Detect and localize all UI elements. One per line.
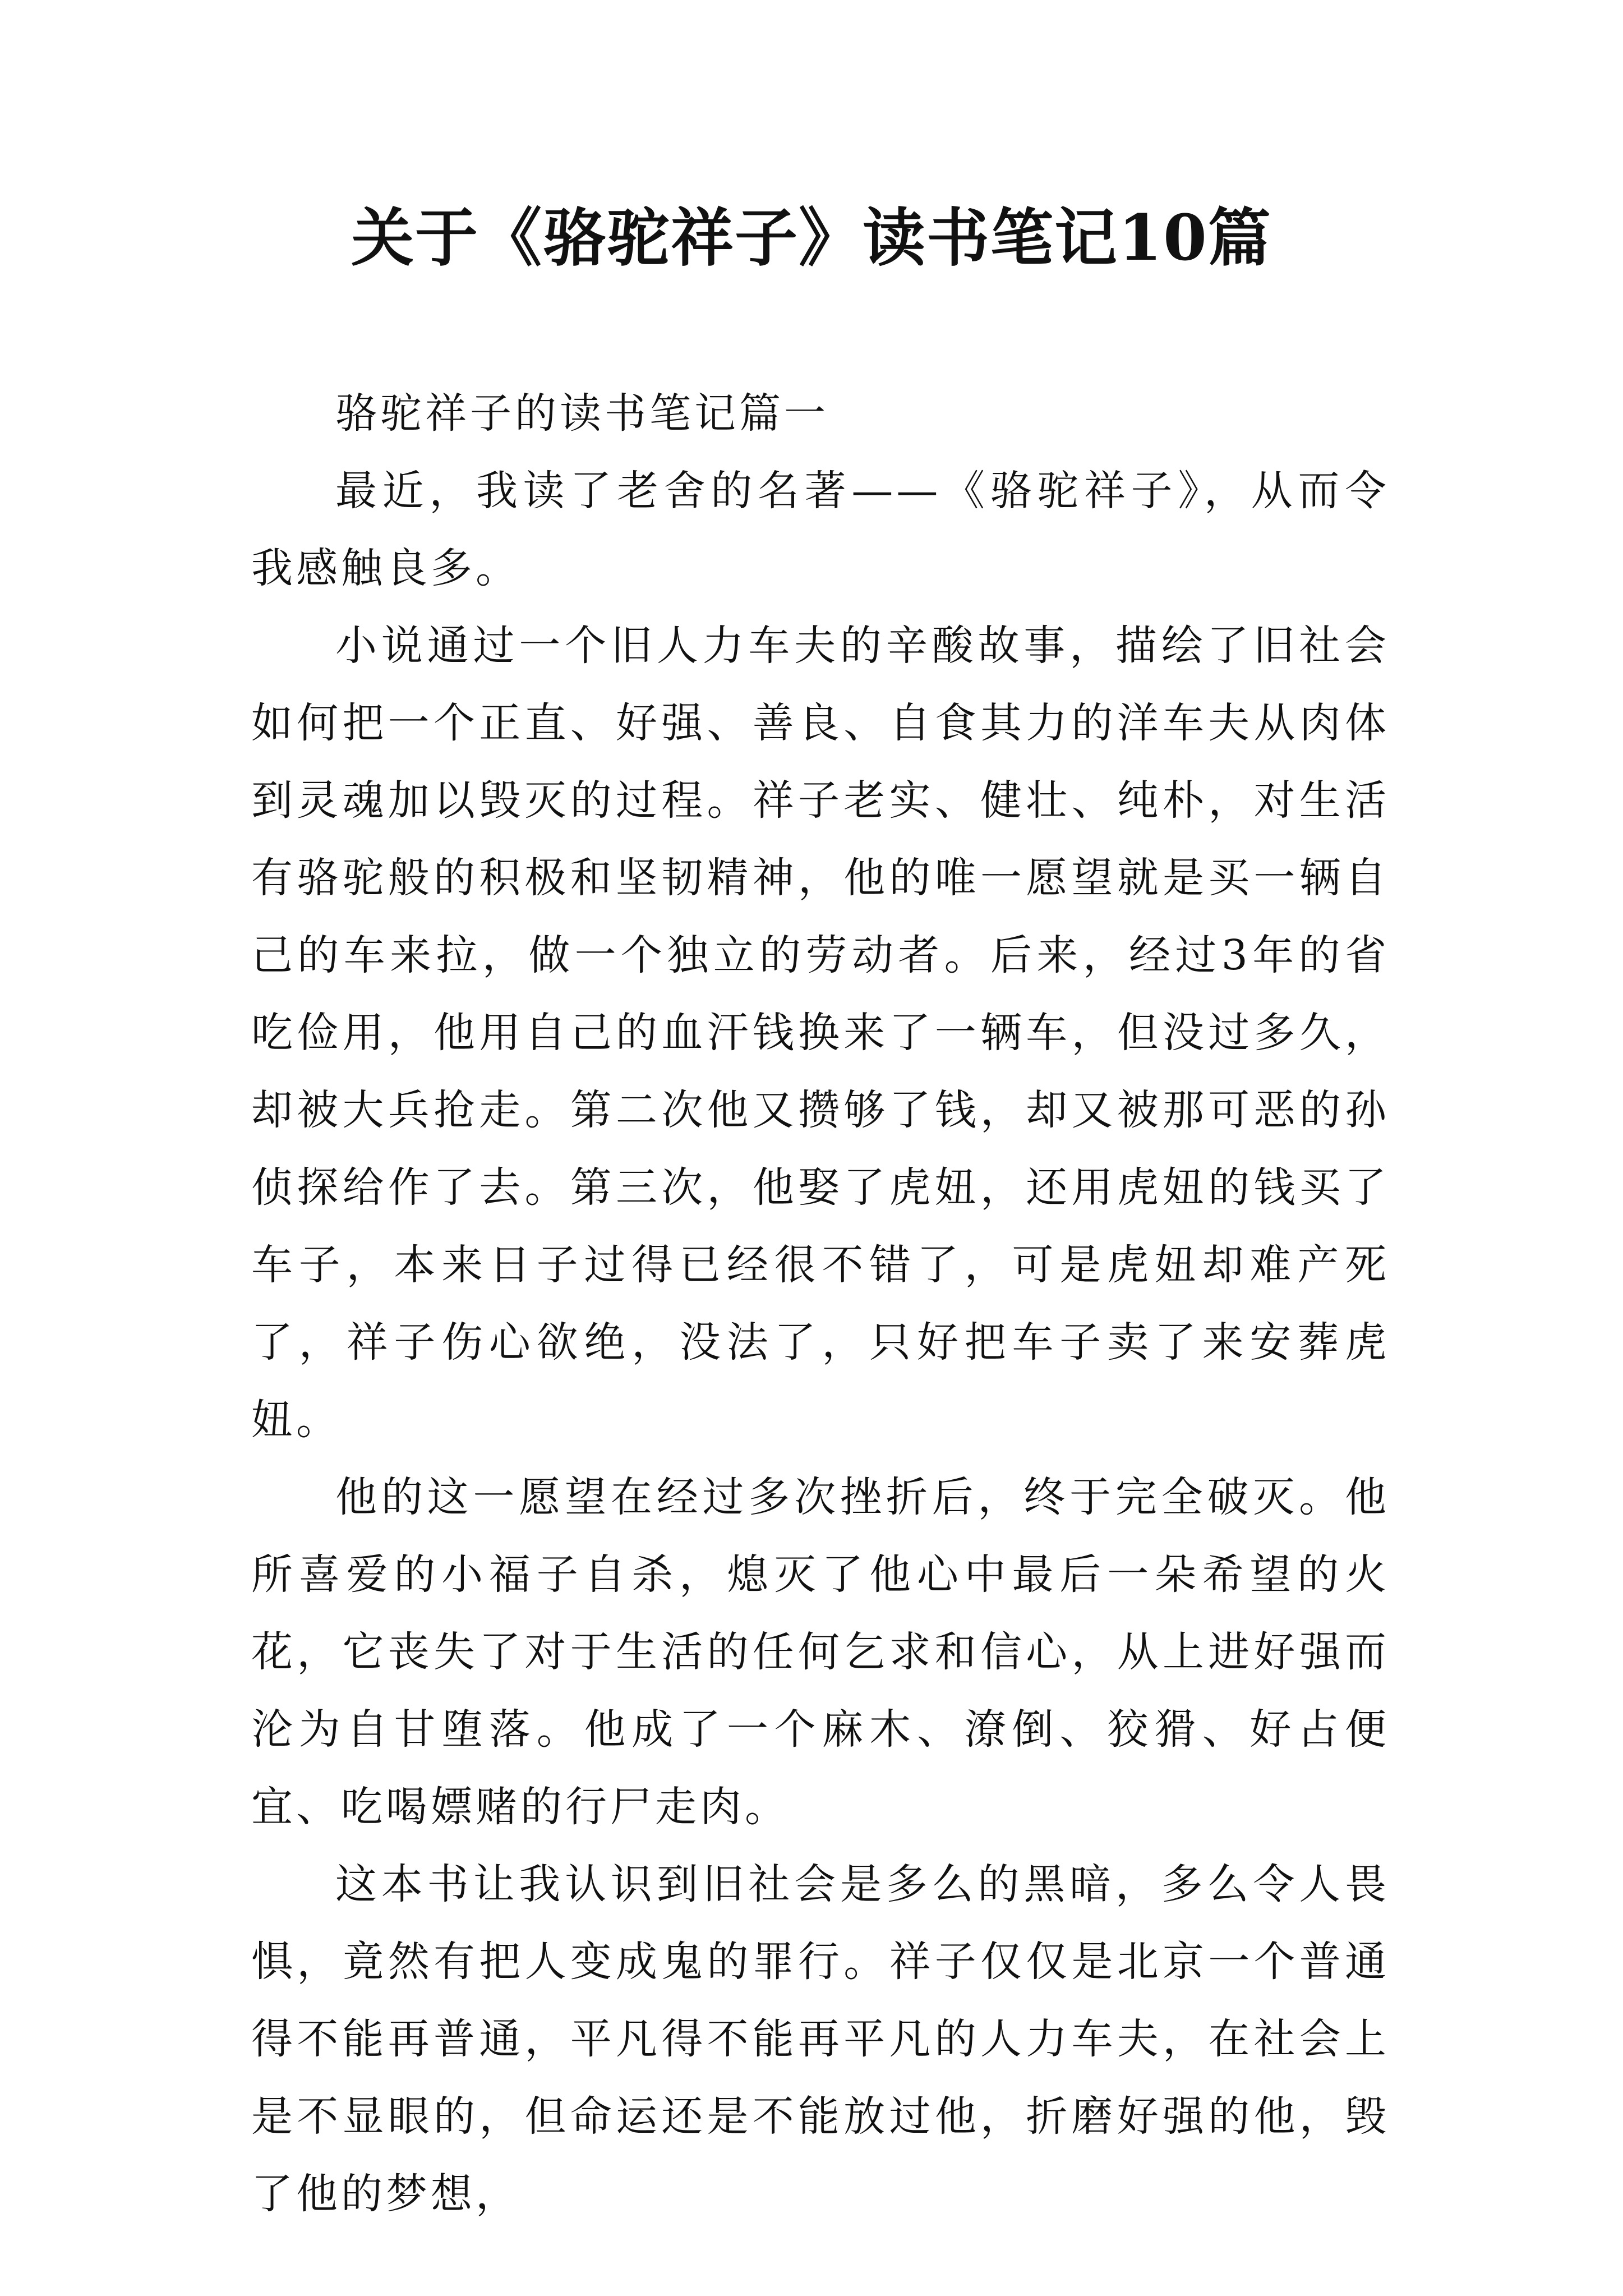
document-title: 关于《骆驼祥子》读书笔记10篇 xyxy=(351,201,1272,275)
paragraph-plot-summary: 小说通过一个旧人力车夫的辛酸故事，描绘了旧社会如何把一个正直、好强、善良、自食其力的洋车夫从肉体到灵魂加以毁灭的过程。祥子老实、健壮、纯朴，对生活有骆驼般的积极和坚韧精神，他的唯一愿望就是买一辆自己的车来拉，做一个独立的劳动者。后来，经过3年的省吃俭用，他用自己的血汗钱换来了一辆车，但没过多久，却被大兵抢走。第二次他又攒够了钱，却又被那可恶的孙侦探给作了去。第三次，他娶了虎妞，还用虎妞的钱买了车子，本来日子过得已经很不错了，可是虎妞却难产死了，祥子伤心欲绝，没法了，只好把车子卖了来安葬虎妞。 xyxy=(251,622,1390,1444)
section-heading: 骆驼祥子的读书笔记篇一 xyxy=(335,389,829,438)
paragraph-reflection: 这本书让我认识到旧社会是多么的黑暗，多么令人畏惧，竟然有把人变成鬼的罪行。祥子仅仅是北京一个普通得不能再普通，平凡得不能再平凡的人力车夫，在社会上是不显眼的，但命运还是不能放过他，折磨好强的他，毁了他的梦想， xyxy=(251,1860,1390,2218)
paragraph-downfall: 他的这一愿望在经过多次挫折后，终于完全破灭。他所喜爱的小福子自杀，熄灭了他心中最后一朵希望的火花，它丧失了对于生活的任何乞求和信心，从上进好强而沦为自甘堕落。他成了一个麻木、潦倒、狡猾、好占便宜、吃喝嫖赌的行尸走肉。 xyxy=(251,1473,1390,1831)
paragraph-intro: 最近，我读了老舍的名著——《骆驼祥子》，从而令我感触良多。 xyxy=(251,467,1390,592)
document-body xyxy=(251,375,1390,2233)
